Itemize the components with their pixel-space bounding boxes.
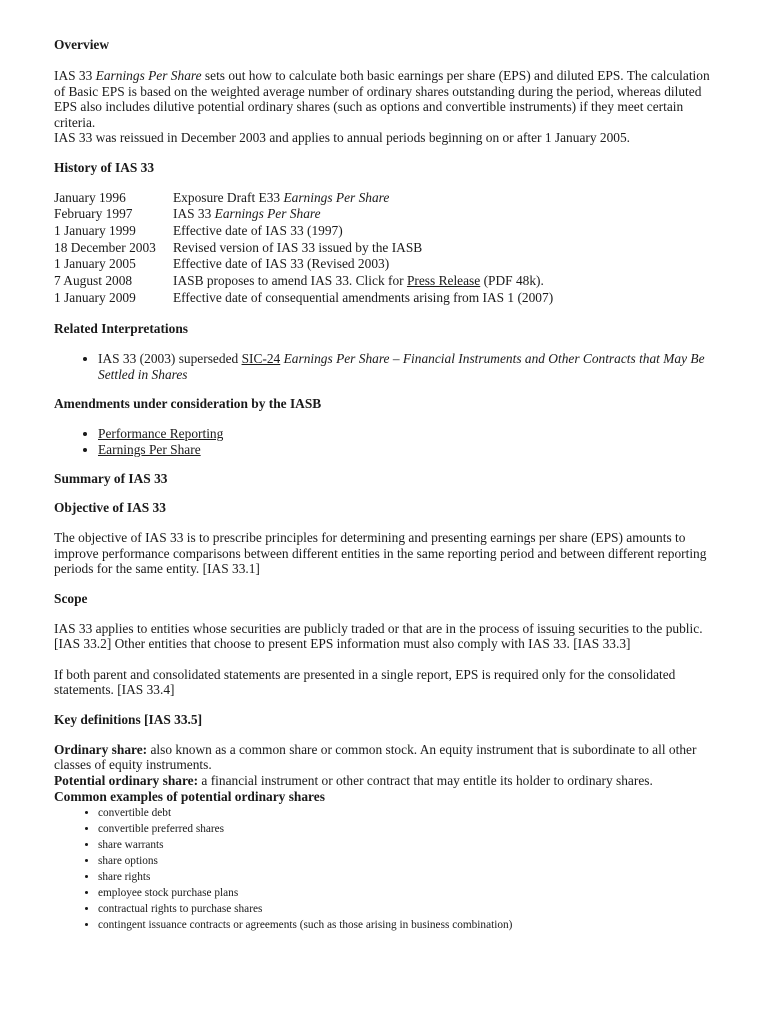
history-row xyxy=(54,273,553,290)
history-event: Effective date of IAS 33 (1997) xyxy=(173,222,343,238)
history-date: February 1997 xyxy=(54,206,133,222)
related-list xyxy=(54,351,724,382)
document-body xyxy=(54,36,724,933)
history-row xyxy=(54,223,553,240)
amendments-list xyxy=(54,426,724,457)
ordinary-share-definition xyxy=(54,742,724,773)
history-heading: History of IAS 33 xyxy=(54,159,155,175)
history-date: 1 January 2009 xyxy=(54,289,136,305)
overview-paragraph-2: IAS 33 was reissued in December 2003 and applies to annual periods beginning on or after 1 January 2005. xyxy=(54,130,631,145)
potential-share-definition xyxy=(54,773,724,789)
history-event xyxy=(173,273,553,290)
list-item: • convertible preferred shares xyxy=(98,821,724,837)
scope-paragraph-2: If both parent and consolidated statements are presented in a single report, EPS is required only for the consolidated statements. [IAS 33.4] xyxy=(54,666,676,698)
scope-heading: Scope xyxy=(54,590,88,606)
history-event-italic: Earnings Per Share xyxy=(214,206,321,222)
scope-paragraph-1: IAS 33 applies to entities whose securities are publicly traded or that are in the process of issuing securities to the public. [IAS 33.2] Other entities that choose to present EPS information must also comply with IAS 33. [IAS 33.3] xyxy=(54,620,703,652)
history-row xyxy=(54,190,553,207)
overview-paragraph-1 xyxy=(54,68,724,130)
list-item: • contingent issuance contracts or agreements (such as those arising in business combination) xyxy=(98,917,724,933)
list-item: • share options xyxy=(98,853,724,869)
history-date: 1 January 1999 xyxy=(54,222,136,238)
history-event-text: Exposure Draft E33 xyxy=(173,189,284,205)
list-item: • share rights xyxy=(98,869,724,885)
ordinary-share-text: also known as a common share or common stock. An equity instrument that is subordinate to all other classes of equity instruments. xyxy=(54,741,697,773)
history-event-text: IASB proposes to amend IAS 33. Click for xyxy=(173,273,407,289)
ordinary-share-term: Ordinary share: xyxy=(54,741,148,757)
summary-heading: Summary of IAS 33 xyxy=(54,471,168,487)
history-row xyxy=(54,290,553,307)
history-table xyxy=(54,190,553,307)
examples-list xyxy=(54,805,724,933)
history-event-after: (PDF 48k). xyxy=(480,273,544,289)
list-item xyxy=(98,442,724,458)
related-item-italic: Earnings Per Share – Financial Instruments and Other Contracts that May Be Settled in Shares xyxy=(98,351,705,382)
list-item: • employee stock purchase plans xyxy=(98,885,724,901)
sic-24-link[interactable]: SIC-24 xyxy=(241,351,281,367)
examples-heading: Common examples of potential ordinary shares xyxy=(54,789,325,805)
overview-p1-rest: sets out how to calculate both basic earnings per share (EPS) and diluted EPS. The calculation of Basic EPS is based on the weighted average number of ordinary shares outstanding during the period, whereas diluted EPS also includes dilutive potential ordinary shares (such as options and convertible instruments) if they meet certain criteria. xyxy=(54,68,710,130)
history-date: 18 December 2003 xyxy=(54,239,156,255)
history-event-text: IAS 33 xyxy=(173,206,215,222)
related-heading: Related Interpretations xyxy=(54,321,189,337)
list-item xyxy=(98,351,724,382)
list-item: • share warrants xyxy=(98,837,724,853)
amendments-heading: Amendments under consideration by the IASB xyxy=(54,396,322,412)
overview-p1-italic: Earnings Per Share xyxy=(95,68,202,83)
history-row xyxy=(54,256,553,273)
potential-share-term: Potential ordinary share: xyxy=(54,772,199,788)
performance-reporting-link[interactable]: Performance Reporting xyxy=(98,426,224,442)
history-event: Effective date of consequential amendments arising from IAS 1 (2007) xyxy=(173,289,554,305)
related-item-text: IAS 33 (2003) superseded xyxy=(98,351,242,367)
history-event xyxy=(173,206,553,223)
history-date: 7 August 2008 xyxy=(54,273,133,289)
overview-p1-start: IAS 33 xyxy=(54,68,96,83)
definitions-heading: Key definitions [IAS 33.5] xyxy=(54,711,203,727)
history-date: January 1996 xyxy=(54,189,126,205)
history-event: Revised version of IAS 33 issued by the IASB xyxy=(173,239,423,255)
objective-paragraph: The objective of IAS 33 is to prescribe principles for determining and presenting earnings per share (EPS) amounts to improve performance comparisons between different entities in the same reporting period and between different reporting periods for the same entity. [IAS 33.1] xyxy=(54,530,707,577)
objective-heading: Objective of IAS 33 xyxy=(54,500,166,516)
history-event-italic: Earnings Per Share xyxy=(283,189,390,205)
list-item xyxy=(98,426,724,442)
history-event: Effective date of IAS 33 (Revised 2003) xyxy=(173,256,390,272)
history-date: 1 January 2005 xyxy=(54,256,136,272)
history-row xyxy=(54,240,553,257)
overview-heading: Overview xyxy=(54,37,110,52)
potential-share-text: a financial instrument or other contract that may entitle its holder to ordinary shares. xyxy=(198,772,653,788)
history-event xyxy=(173,190,553,207)
press-release-link[interactable]: Press Release xyxy=(406,273,481,289)
list-item: • contractual rights to purchase shares xyxy=(98,901,724,917)
earnings-per-share-link[interactable]: Earnings Per Share xyxy=(98,441,201,457)
list-item: • convertible debt xyxy=(98,805,724,821)
history-row xyxy=(54,206,553,223)
